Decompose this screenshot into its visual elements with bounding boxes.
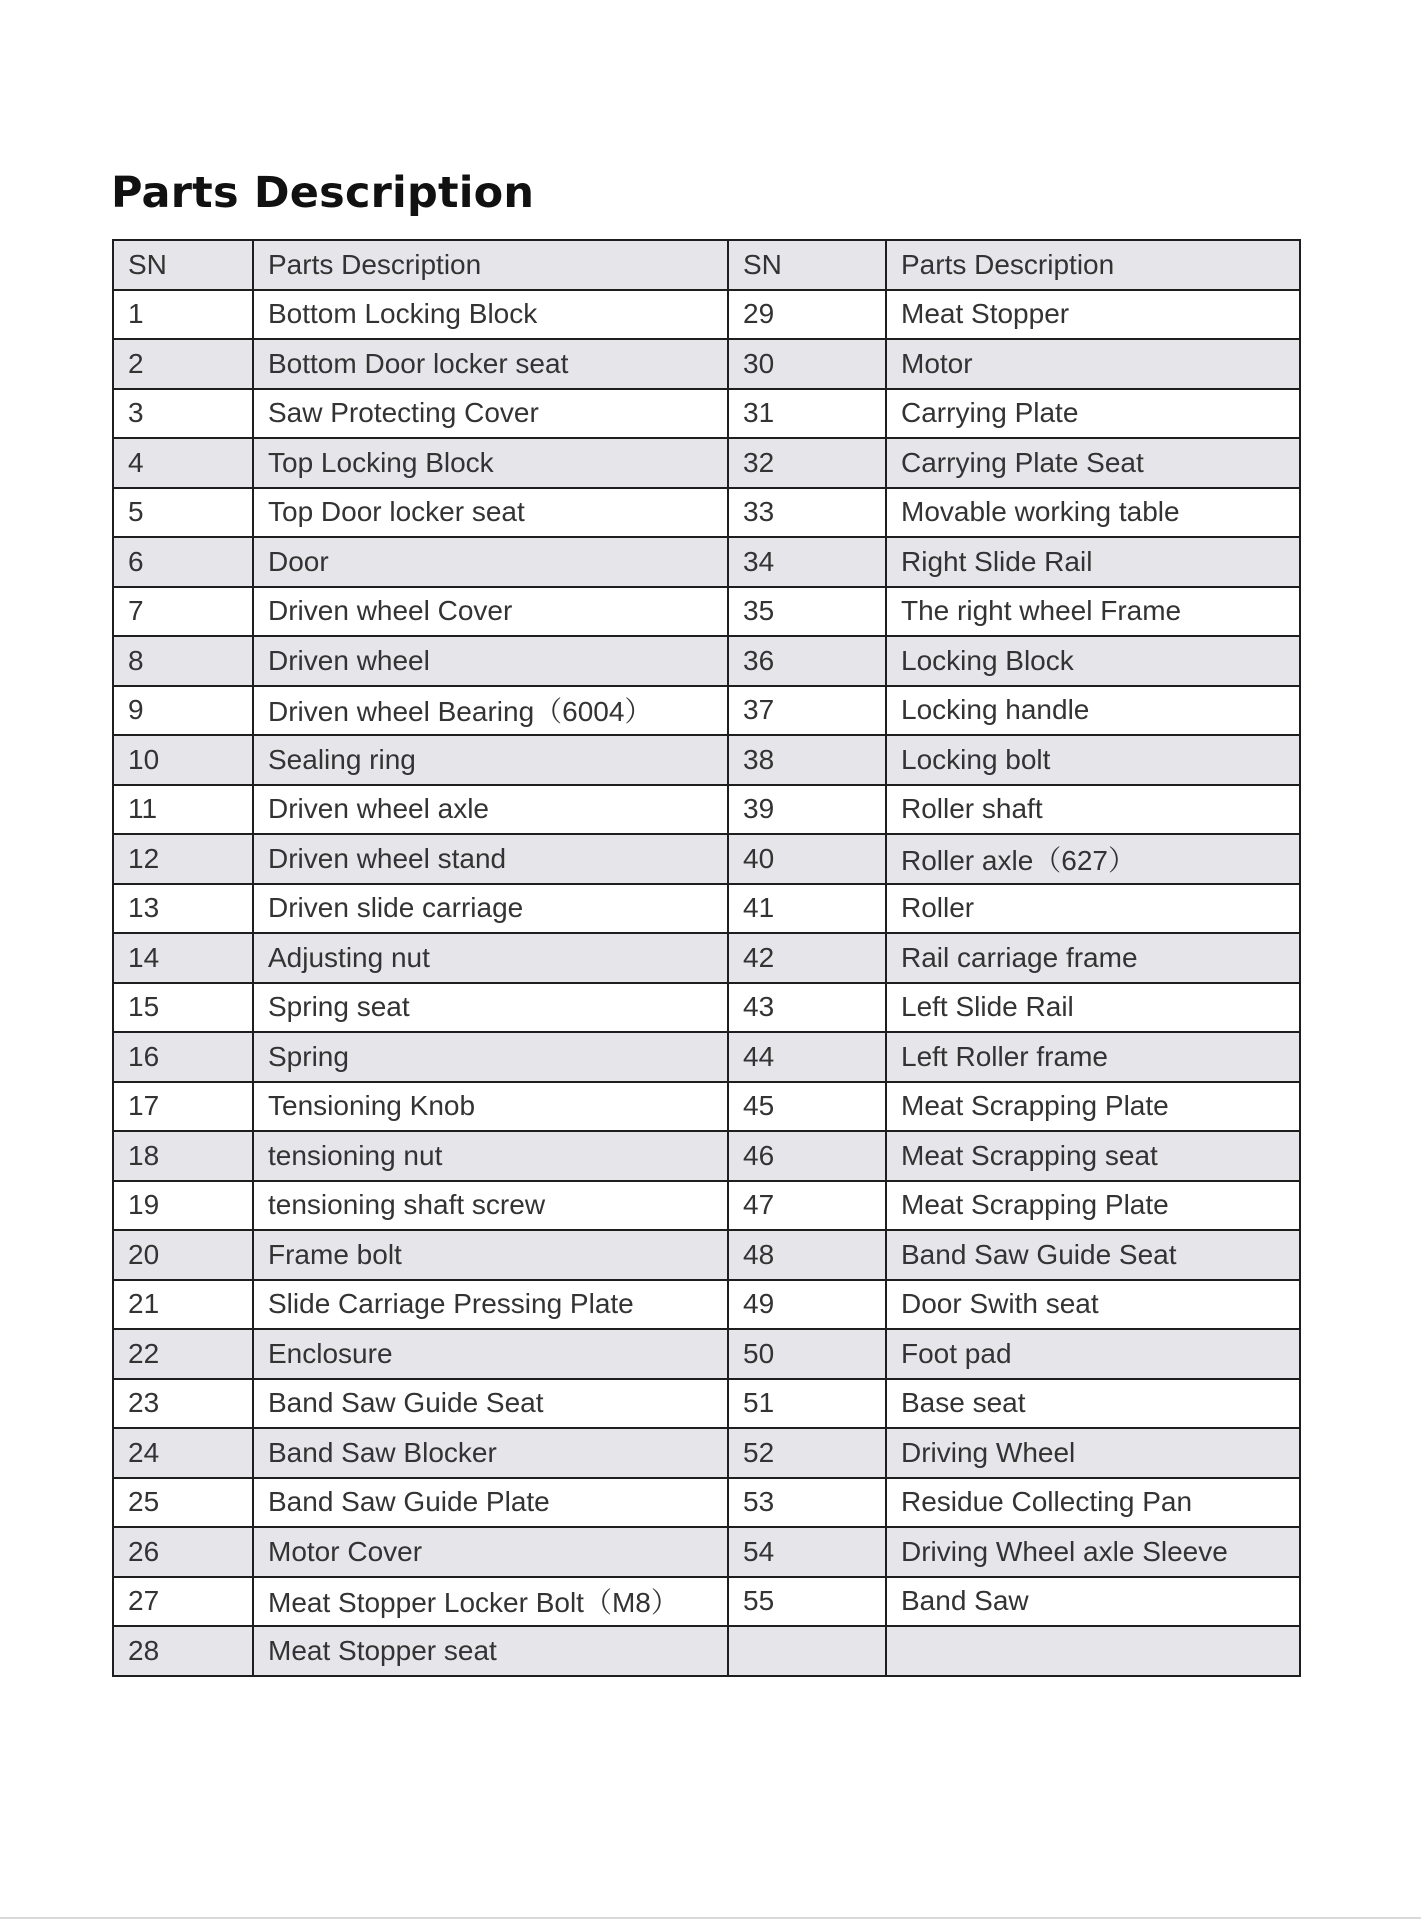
table-row <box>113 1527 1300 1577</box>
cell-sn-left: 27 <box>113 1577 253 1627</box>
header-sn-right: SN <box>728 240 886 290</box>
table-row <box>113 933 1300 983</box>
cell-sn-right: 45 <box>728 1082 886 1132</box>
table-row <box>113 1131 1300 1181</box>
cell-description-right: Band Saw Guide Seat <box>886 1230 1300 1280</box>
cell-sn-left: 8 <box>113 636 253 686</box>
table-row <box>113 1280 1300 1330</box>
table-row <box>113 339 1300 389</box>
cell-sn-right: 35 <box>728 587 886 637</box>
cell-sn-left: 3 <box>113 389 253 439</box>
cell-description-left: Door <box>253 537 728 587</box>
parts-table <box>112 239 1301 1677</box>
cell-sn-left: 16 <box>113 1032 253 1082</box>
cell-description-left: Spring seat <box>253 983 728 1033</box>
cell-sn-left: 19 <box>113 1181 253 1231</box>
cell-sn-right: 53 <box>728 1478 886 1528</box>
cell-sn-left: 24 <box>113 1428 253 1478</box>
table-row <box>113 290 1300 340</box>
table-row <box>113 686 1300 736</box>
cell-description-left: Spring <box>253 1032 728 1082</box>
cell-sn-left: 28 <box>113 1626 253 1676</box>
cell-sn-right: 52 <box>728 1428 886 1478</box>
cell-sn-right: 43 <box>728 983 886 1033</box>
parts-table-body <box>113 290 1300 1676</box>
cell-sn-left: 1 <box>113 290 253 340</box>
cell-description-right: Base seat <box>886 1379 1300 1429</box>
cell-sn-right: 54 <box>728 1527 886 1577</box>
cell-description-left: Tensioning Knob <box>253 1082 728 1132</box>
cell-sn-right: 29 <box>728 290 886 340</box>
cell-description-left: Frame bolt <box>253 1230 728 1280</box>
cell-sn-left: 12 <box>113 834 253 884</box>
table-row <box>113 1032 1300 1082</box>
cell-description-left: Meat Stopper seat <box>253 1626 728 1676</box>
table-row <box>113 1181 1300 1231</box>
table-row <box>113 1230 1300 1280</box>
cell-sn-left: 17 <box>113 1082 253 1132</box>
table-row <box>113 488 1300 538</box>
header-sn-left: SN <box>113 240 253 290</box>
page-title: Parts Description <box>111 168 535 218</box>
cell-sn-right: 38 <box>728 735 886 785</box>
cell-description-right: Meat Scrapping Plate <box>886 1082 1300 1132</box>
cell-description-left: tensioning nut <box>253 1131 728 1181</box>
cell-description-right: Movable working table <box>886 488 1300 538</box>
table-row <box>113 735 1300 785</box>
cell-sn-right: 39 <box>728 785 886 835</box>
cell-sn-left: 4 <box>113 438 253 488</box>
cell-description-left: Driven wheel axle <box>253 785 728 835</box>
cell-description-left: Meat Stopper Locker Bolt（M8） <box>253 1577 728 1627</box>
cell-sn-right: 46 <box>728 1131 886 1181</box>
cell-sn-left: 7 <box>113 587 253 637</box>
cell-description-left: Bottom Door locker seat <box>253 339 728 389</box>
cell-sn-left: 22 <box>113 1329 253 1379</box>
cell-sn-left: 14 <box>113 933 253 983</box>
table-row <box>113 1329 1300 1379</box>
cell-sn-left: 26 <box>113 1527 253 1577</box>
cell-sn-right: 47 <box>728 1181 886 1231</box>
cell-description-right: Roller <box>886 884 1300 934</box>
cell-description-right: Meat Scrapping seat <box>886 1131 1300 1181</box>
cell-sn-left: 23 <box>113 1379 253 1429</box>
cell-description-left: Slide Carriage Pressing Plate <box>253 1280 728 1330</box>
cell-description-left: Driven wheel Cover <box>253 587 728 637</box>
cell-description-right: Carrying Plate Seat <box>886 438 1300 488</box>
cell-description-right: Left Slide Rail <box>886 983 1300 1033</box>
cell-description-right: Meat Scrapping Plate <box>886 1181 1300 1231</box>
table-row <box>113 1428 1300 1478</box>
cell-description-right: Driving Wheel axle Sleeve <box>886 1527 1300 1577</box>
cell-description-right: Rail carriage frame <box>886 933 1300 983</box>
cell-description-left: Enclosure <box>253 1329 728 1379</box>
cell-description-right: The right wheel Frame <box>886 587 1300 637</box>
cell-description-left: Adjusting nut <box>253 933 728 983</box>
table-row <box>113 389 1300 439</box>
cell-sn-right: 33 <box>728 488 886 538</box>
table-row <box>113 1379 1300 1429</box>
cell-sn-right: 48 <box>728 1230 886 1280</box>
cell-description-right: Meat Stopper <box>886 290 1300 340</box>
cell-description-left: tensioning shaft screw <box>253 1181 728 1231</box>
cell-sn-right: 55 <box>728 1577 886 1627</box>
cell-description-left: Saw Protecting Cover <box>253 389 728 439</box>
table-row <box>113 636 1300 686</box>
cell-description-left: Driven wheel Bearing（6004） <box>253 686 728 736</box>
table-row <box>113 438 1300 488</box>
cell-description-right: Left Roller frame <box>886 1032 1300 1082</box>
cell-sn-left: 9 <box>113 686 253 736</box>
header-description-right: Parts Description <box>886 240 1300 290</box>
table-row <box>113 1478 1300 1528</box>
table-row <box>113 587 1300 637</box>
cell-sn-left: 18 <box>113 1131 253 1181</box>
cell-description-right: Locking handle <box>886 686 1300 736</box>
cell-sn-left: 25 <box>113 1478 253 1528</box>
table-row <box>113 537 1300 587</box>
cell-sn-left: 21 <box>113 1280 253 1330</box>
cell-sn-right: 31 <box>728 389 886 439</box>
cell-description-right <box>886 1626 1300 1676</box>
cell-sn-right: 44 <box>728 1032 886 1082</box>
cell-sn-left: 11 <box>113 785 253 835</box>
cell-sn-right: 32 <box>728 438 886 488</box>
cell-description-left: Band Saw Guide Plate <box>253 1478 728 1528</box>
table-row <box>113 884 1300 934</box>
table-row <box>113 1626 1300 1676</box>
cell-description-left: Motor Cover <box>253 1527 728 1577</box>
header-description-left: Parts Description <box>253 240 728 290</box>
cell-sn-left: 15 <box>113 983 253 1033</box>
cell-description-left: Band Saw Blocker <box>253 1428 728 1478</box>
cell-sn-right: 34 <box>728 537 886 587</box>
cell-sn-left: 13 <box>113 884 253 934</box>
cell-sn-left: 10 <box>113 735 253 785</box>
cell-sn-left: 20 <box>113 1230 253 1280</box>
table-row <box>113 785 1300 835</box>
cell-sn-right: 49 <box>728 1280 886 1330</box>
cell-description-right: Residue Collecting Pan <box>886 1478 1300 1528</box>
cell-description-right: Roller shaft <box>886 785 1300 835</box>
cell-sn-right: 40 <box>728 834 886 884</box>
cell-description-left: Driven wheel <box>253 636 728 686</box>
cell-description-right: Door Swith seat <box>886 1280 1300 1330</box>
cell-sn-right: 30 <box>728 339 886 389</box>
cell-sn-right: 37 <box>728 686 886 736</box>
table-row <box>113 834 1300 884</box>
cell-description-left: Top Door locker seat <box>253 488 728 538</box>
page-bottom-divider <box>0 1917 1421 1919</box>
cell-description-right: Band Saw <box>886 1577 1300 1627</box>
cell-description-right: Locking bolt <box>886 735 1300 785</box>
cell-description-left: Driven slide carriage <box>253 884 728 934</box>
cell-description-left: Sealing ring <box>253 735 728 785</box>
cell-sn-right: 51 <box>728 1379 886 1429</box>
cell-sn-right: 36 <box>728 636 886 686</box>
table-row <box>113 983 1300 1033</box>
cell-description-left: Top Locking Block <box>253 438 728 488</box>
cell-description-right: Carrying Plate <box>886 389 1300 439</box>
table-row <box>113 1577 1300 1627</box>
cell-sn-right: 41 <box>728 884 886 934</box>
table-row <box>113 1082 1300 1132</box>
cell-description-right: Locking Block <box>886 636 1300 686</box>
cell-description-right: Driving Wheel <box>886 1428 1300 1478</box>
cell-sn-right: 50 <box>728 1329 886 1379</box>
cell-description-right: Roller axle（627） <box>886 834 1300 884</box>
cell-sn-left: 5 <box>113 488 253 538</box>
cell-sn-right <box>728 1626 886 1676</box>
table-header-row <box>113 240 1300 290</box>
cell-description-left: Driven wheel stand <box>253 834 728 884</box>
cell-sn-right: 42 <box>728 933 886 983</box>
cell-description-right: Right Slide Rail <box>886 537 1300 587</box>
cell-sn-left: 6 <box>113 537 253 587</box>
cell-description-left: Bottom Locking Block <box>253 290 728 340</box>
cell-description-right: Motor <box>886 339 1300 389</box>
cell-sn-left: 2 <box>113 339 253 389</box>
cell-description-right: Foot pad <box>886 1329 1300 1379</box>
cell-description-left: Band Saw Guide Seat <box>253 1379 728 1429</box>
